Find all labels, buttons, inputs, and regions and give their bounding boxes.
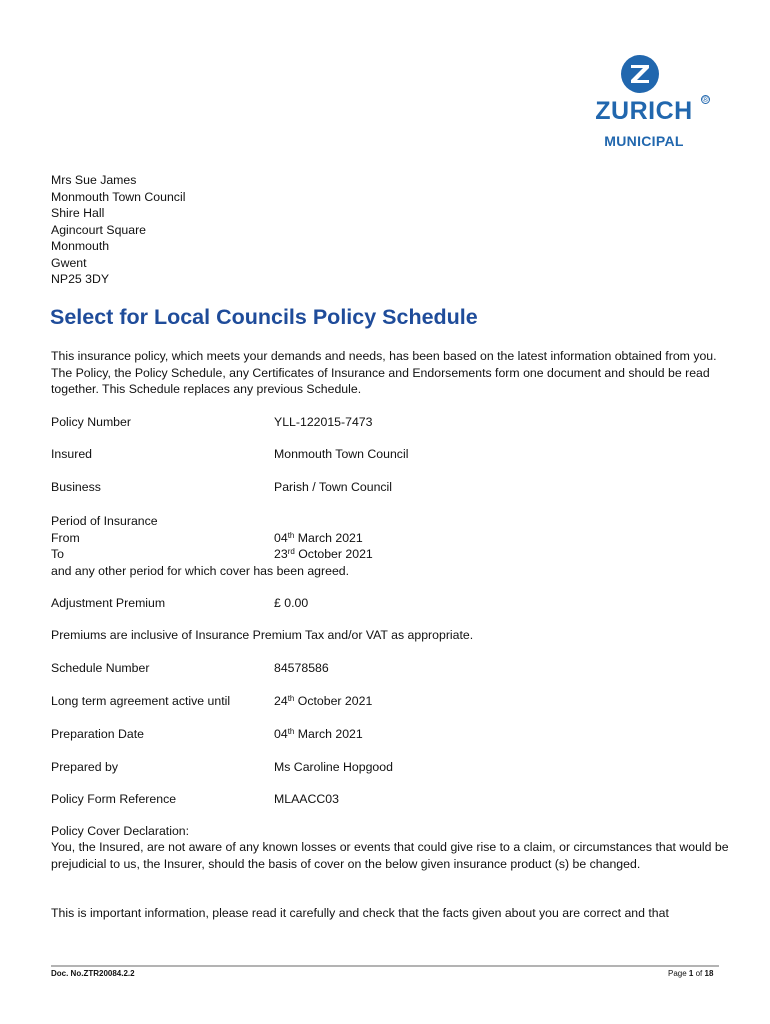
insured-value: Monmouth Town Council	[274, 447, 409, 461]
preparation-date-value: 04th March 2021	[274, 727, 363, 741]
address-line: Mrs Sue James	[51, 173, 137, 187]
policy-form-value: MLAACC03	[274, 792, 339, 806]
address-line: Monmouth	[51, 239, 110, 253]
schedule-number-label: Schedule Number	[51, 661, 150, 675]
footer-page-number: Page 1 of 18	[668, 969, 714, 978]
policy-form-label: Policy Form Reference	[51, 792, 177, 806]
address-line: Monmouth Town Council	[51, 189, 186, 204]
period-to-label: To	[51, 547, 64, 561]
page-title: Select for Local Councils Policy Schedule	[50, 305, 478, 329]
long-term-value: 24th October 2021	[274, 694, 373, 708]
period-to-value: 23rd October 2021	[274, 547, 373, 561]
adjustment-premium-label: Adjustment Premium	[51, 596, 166, 610]
policy-number-value: YLL-122015-7473	[274, 415, 373, 429]
declaration-body: You, the Insured, are not aware of any known losses or events that could give rise to a claim, or circumstances that would be prejudicial to us, the Insurer, should the basis of cover on the below given insurance product (s) be changed.	[51, 840, 729, 871]
business-value: Parish / Town Council	[274, 480, 393, 494]
prepared-by-label: Prepared by	[51, 760, 118, 774]
footer-doc-number: Doc. No.ZTR20084.2.2	[51, 969, 135, 978]
declaration-heading: Policy Cover Declaration:	[51, 824, 190, 838]
important-note: This is important information, please read it carefully and check that the facts given about you are correct and that	[51, 906, 669, 920]
period-heading: Period of Insurance	[51, 514, 158, 528]
period-from-label: From	[51, 531, 80, 545]
adjustment-premium-value: £ 0.00	[274, 596, 309, 610]
preparation-date-label: Preparation Date	[51, 727, 144, 741]
address-line: Gwent	[51, 255, 87, 270]
address-line: NP25 3DY	[51, 272, 110, 286]
zurich-municipal-logo	[588, 55, 716, 155]
schedule-number-value: 84578586	[274, 661, 329, 675]
period-note: and any other period for which cover has been agreed.	[51, 564, 350, 578]
insured-label: Insured	[51, 447, 93, 461]
footer-divider	[51, 965, 719, 967]
logo-brand: ZURICH	[595, 97, 693, 125]
registered-mark-icon: ®	[702, 95, 709, 104]
intro-paragraph: This insurance policy, which meets your demands and needs, has been based on the latest information obtained from you. The Policy, the Policy Schedule, any Certificates of Insurance and Endorsements form one document and should be read together. This Schedule replaces any previous Schedule.	[51, 349, 717, 397]
address-line: Shire Hall	[51, 206, 105, 220]
logo-division: MUNICIPAL	[604, 133, 684, 149]
long-term-label: Long term agreement active until	[51, 694, 231, 708]
recipient-address	[51, 172, 185, 288]
address-line: Agincourt Square	[51, 222, 147, 237]
prepared-by-value: Ms Caroline Hopgood	[274, 760, 393, 774]
business-label: Business	[51, 480, 101, 494]
zurich-z-icon	[621, 55, 659, 93]
period-from-value: 04th March 2021	[274, 531, 363, 545]
policy-number-label: Policy Number	[51, 415, 131, 429]
premium-note: Premiums are inclusive of Insurance Premium Tax and/or VAT as appropriate.	[51, 628, 474, 642]
